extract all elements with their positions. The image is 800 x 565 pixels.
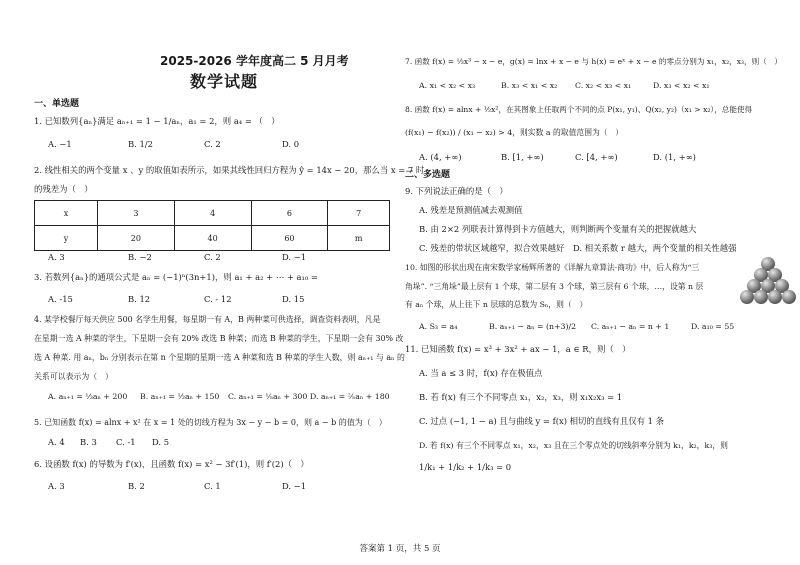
q4-option-b[interactable]: B. aₙ₊₁ = ½aₙ + 150 <box>140 392 220 401</box>
q4-option-c[interactable]: C. aₙ₊₁ = ⅕aₙ + 300 <box>228 392 308 401</box>
q6-option-a[interactable]: A. 3 <box>48 481 65 491</box>
q9-option-a[interactable]: A. 残差是预测值减去观测值 <box>419 205 523 215</box>
q9-option-b[interactable]: B. 由 2×2 列联表计算得到卡方值越大，则判断两个变量有关的把握就越大 <box>419 224 697 234</box>
triangular-pile-figure <box>743 257 793 307</box>
ball <box>782 290 796 304</box>
q10-option-d[interactable]: D. a₁₀ = 55 <box>691 322 735 331</box>
q2-option-c[interactable]: C. 2 <box>204 252 221 262</box>
question-4-line4: 关系可以表示为（ ） <box>34 372 113 381</box>
table-cell: 60 <box>251 226 328 251</box>
question-2-stem-line1: 2. 线性相关的两个变量 x 、y 的取值如表所示，如果其线性回归方程为 ŷ = 14x − 20，那么当 x = 7 时 <box>34 165 425 175</box>
q11-option-c[interactable]: C. 过点 (−1, 1 − a) 且与曲线 y = f(x) 相切的直线有且仅有 1 条 <box>419 416 665 426</box>
question-10-line1: 10. 如图的形状出现在南宋数学家杨辉所著的《详解九章算法·商功》中，后人称为“三 <box>405 263 700 272</box>
q1-option-c[interactable]: C. 2 <box>204 139 221 149</box>
q8-option-c[interactable]: C. [4, +∞) <box>575 152 618 162</box>
ball <box>754 290 768 304</box>
q8-option-d[interactable]: D. (1, +∞) <box>653 152 696 162</box>
question-3-stem: 3. 若数列{aₙ}的通项公式是 aₙ = (−1)ⁿ(3n+1)，则 a₁ + a₂ + ⋯ + a₁₀ = <box>34 272 318 282</box>
q10-option-a[interactable]: A. S₃ = a₄ <box>419 322 458 331</box>
q6-option-d[interactable]: D. −1 <box>282 481 307 491</box>
q7-option-c[interactable]: C. x₂ < x₃ < x₁ <box>575 81 632 90</box>
q6-option-b[interactable]: B. 2 <box>128 481 145 491</box>
question-4-line1: 4. 某学校餐厅每天供应 500 名学生用餐，每星期一有 A，B 两种菜可供选择，调查资料表明，凡是 <box>34 315 381 324</box>
table-cell: 7 <box>328 201 390 226</box>
q2-option-b[interactable]: B. −2 <box>128 252 152 262</box>
q1-option-b[interactable]: B. 1/2 <box>128 139 153 149</box>
question-1-stem: 1. 已知数列{aₙ}满足 aₙ₊₁ = 1 − 1/aₙ，a₁ = 2，则 a₄ = （ ） <box>34 116 280 126</box>
question-4-line2: 在星期一选 A 种菜的学生，下星期一会有 20% 改选 B 种菜；而选 B 种菜的学生，下星期一会有 30% 改 <box>34 334 404 343</box>
q3-option-a[interactable]: A. -15 <box>48 294 73 304</box>
section-single-choice: 一、单选题 <box>34 99 80 109</box>
table-cell: y <box>35 226 98 251</box>
question-4-line3: 选 A 种菜. 用 aₙ，bₙ 分别表示在第 n 个星期的星期一选 A 种菜和选 B 种菜的学生人数，则 aₙ₊₁ 与 aₙ 的 <box>34 353 405 362</box>
table-cell: 20 <box>98 226 175 251</box>
table-cell: 4 <box>174 201 251 226</box>
question-5-stem: 5. 已知函数 f(x) = alnx + x² 在 x = 1 处的切线方程为 3x − y − b = 0，则 a − b 的值为（ ） <box>34 418 387 427</box>
question-10-line2: 角垛”. “三角垛”最上层有 1 个球，第二层有 3 个球，第三层有 6 个球，…，设第 n 层 <box>405 282 704 291</box>
q3-option-c[interactable]: C. - 12 <box>204 294 232 304</box>
question-11-stem: 11. 已知函数 f(x) = x³ + 3x² + ax − 1，a ∈ R，则（ ） <box>405 344 631 354</box>
question-10-line3: 有 aₙ 个球，从上往下 n 层球的总数为 Sₙ，则（ ） <box>405 300 588 309</box>
q1-option-d[interactable]: D. 0 <box>282 139 300 149</box>
q11-option-d-formula: 1/k₁ + 1/k₂ + 1/k₃ = 0 <box>419 462 512 472</box>
table-cell: x <box>35 201 98 226</box>
q7-option-a[interactable]: A. x₁ < x₂ < x₃ <box>419 81 476 90</box>
table-cell: 6 <box>251 201 328 226</box>
table-cell: m <box>328 226 390 251</box>
q4-option-a[interactable]: A. aₙ₊₁ = ⅓aₙ + 200 <box>48 392 128 401</box>
q6-option-c[interactable]: C. 1 <box>204 481 221 491</box>
question-9-stem: 9. 下列说法正确的是（ ） <box>405 186 508 196</box>
q5-option-a[interactable]: A. 4 <box>48 437 65 447</box>
q2-option-a[interactable]: A. 3 <box>48 252 65 262</box>
q11-option-a[interactable]: A. 当 a ≤ 3 时，f(x) 存在极值点 <box>419 368 543 378</box>
q5-option-d[interactable]: D. 5 <box>152 437 170 447</box>
q2-option-d[interactable]: D. −1 <box>282 252 307 262</box>
q1-option-a[interactable]: A. −1 <box>48 139 72 149</box>
q10-option-b[interactable]: B. aₙ₊₁ − aₙ = (n+3)/2 <box>489 322 577 331</box>
question-8-line1: 8. 函数 f(x) = alnx + ½x²，在其图象上任取两个不同的点 P(x₁, y₁)、Q(x₂, y₂)（x₁ > x₂），总能使得 <box>405 105 753 114</box>
q9-option-c[interactable]: C. 残差的带状区域越窄，拟合效果越好 <box>419 243 565 253</box>
q8-option-b[interactable]: B. [1, +∞) <box>501 152 544 162</box>
subject-title: 数学试题 <box>190 72 259 91</box>
q10-option-c[interactable]: C. aₙ₊₁ − aₙ = n + 1 <box>591 322 670 331</box>
q5-option-c[interactable]: C. -1 <box>116 437 136 447</box>
exam-title: 2025-2026 学年度高二 5 月月考 <box>160 54 349 68</box>
table-cell: 40 <box>174 226 251 251</box>
q9-option-d[interactable]: D. 相关系数 r 越大，两个变量的相关性越强 <box>573 243 737 253</box>
q3-option-d[interactable]: D. 15 <box>282 294 305 304</box>
question-6-stem: 6. 设函数 f(x) 的导数为 f′(x)，且函数 f(x) = x² − 3f′(1)，则 f′(2)（ ） <box>34 459 309 469</box>
q11-option-b[interactable]: B. 若 f(x) 有三个不同零点 x₁，x₂，x₃，则 x₁x₂x₃ = 1 <box>419 392 623 402</box>
q7-option-d[interactable]: D. x₃ < x₂ < x₁ <box>653 81 710 90</box>
ball <box>740 290 754 304</box>
table-row-x <box>35 201 390 226</box>
ball <box>768 290 782 304</box>
question-8-line2: (f(x₁) − f(x₂)) / (x₁ − x₂) > 4，则实数 a 的取值范围为（ ） <box>405 128 624 137</box>
question-2-stem-line2: 的残差为（ ） <box>34 184 93 194</box>
q2-data-table <box>34 200 390 251</box>
section-multi-choice: 二、多选题 <box>405 170 451 180</box>
table-cell: 3 <box>98 201 175 226</box>
question-7-stem: 7. 函数 f(x) = ⅓x³ − x − e，g(x) = lnx + x − e 与 h(x) = eˣ + x − e 的零点分别为 x₁，x₂，x₃，则（ ） <box>405 57 783 66</box>
q5-option-b[interactable]: B. 3 <box>80 437 97 447</box>
q3-option-b[interactable]: B. 12 <box>128 294 151 304</box>
page-footer: 答案第 1 页，共 5 页 <box>359 544 441 554</box>
q8-option-a[interactable]: A. (4, +∞) <box>419 152 462 162</box>
q7-option-b[interactable]: B. x₃ < x₁ < x₂ <box>501 81 558 90</box>
q11-option-d[interactable]: D. 若 f(x) 有三个不同零点 x₁，x₂，x₃ 且在三个零点处的切线斜率分别为 k₁，k₂，k₃，则 <box>419 441 728 450</box>
q4-option-d[interactable]: D. aₙ₊₁ = ⅖aₙ + 180 <box>310 392 390 401</box>
table-row-y <box>35 226 390 251</box>
